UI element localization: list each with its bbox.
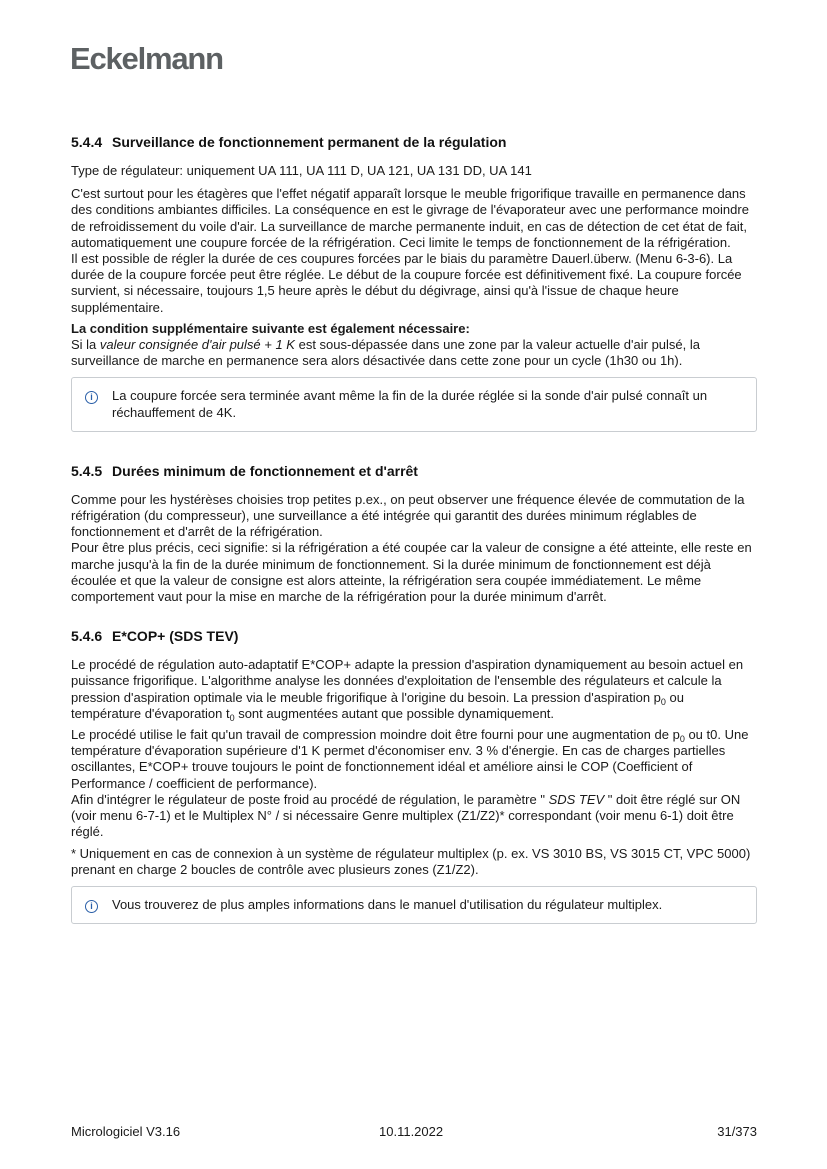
section-title: Durées minimum de fonctionnement et d'arrêt [112,462,418,479]
info-icon: i [85,900,98,913]
note-text: Vous trouverez de plus amples informations dans le manuel d'utilisation du régulateur multiplex. [112,896,663,912]
text: ou t0. Une température d'évaporation supérieure d'1 K permet d'économiser env. 3 % d'énergie. En cas de charges partielles oscillantes, E*COP+ trouve toujours le point de fonctionnement idéal et améliore ainsi le COP (Coefficient of Performance / coefficient de performance). [71,727,749,791]
section-heading-5-4-5 [71,462,757,480]
paragraph: Il est possible de régler la durée de ces coupures forcées par le biais du paramètre Dauerl.überw. (Menu 6-3-6). La durée de la coupure forcée peut être réglée. Le début de la coupure forcée est définitivement fixé. La coupure forcée survient, si nécessaire, toujours 1,5 heure après le début du dégivrage, ainsi qu'à l'issue de chaque heure supplémentaire. [71,251,742,315]
subscript: 0 [229,712,235,723]
text: ou température d'évaporation t [71,689,684,721]
note-text: La coupure forcée sera terminée avant même la fin de la durée réglée si la sonde d'air pulsé connaît un réchauffement de 4K. [112,388,708,420]
subscript: 0 [679,734,685,745]
text: Le procédé de régulation auto-adaptatif E*COP+ adapte la pression d'aspiration dynamiquement au besoin actuel en puissance frigorifique. L'algorithme analyse les données d'exploitation de l'ensemble des régulateurs et calcule la pression d'aspiration optimale via le meuble frigorifique à l'origine du besoin. La pression d'aspiration p [71,657,744,705]
text: est sous-dépassée dans une zone par la valeur actuelle d'air pulsé, la surveillance de marche en permanence sera alors désactivée dans cette zone pour un cycle (1h30 ou 1h). [71,337,700,369]
info-icon: i [85,391,98,404]
section-heading-5-4-6 [71,627,757,645]
footer-date: 10.11.2022 [379,1124,444,1139]
section-number: 5.4.4 [71,134,103,150]
footer-firmware: Micrologiciel V3.16 [71,1124,181,1139]
section-number: 5.4.6 [71,628,103,645]
paragraph [71,657,757,722]
section-title: E*COP+ (SDS TEV) [112,628,239,645]
paragraph: C'est surtout pour les étagères que l'effet négatif apparaît lorsque le meuble frigorifique travaille en permanence dans des conditions ambiantes difficiles. La conséquence en est le givrage de l'évaporateur avec une performance moindre de refroidissement du voile d'air. La surveillance de marche permanente induit, en cas de détection de cet état de fait, automatiquement une coupure forcée de la réfrigération. Ceci limite le temps de fonctionnement de la réfrigération. [71,186,749,250]
info-note [71,377,757,431]
paragraph [71,727,757,792]
info-note [71,886,757,924]
paragraph [71,337,757,369]
paragraph: Pour être plus précis, ceci signifie: si la réfrigération a été coupée car la valeur de consigne a été atteinte, elle reste en marche jusqu'à la fin de la durée minimum de fonctionnement. Si la durée minimum de fonctionnement est déjà écoulée et que la valeur de consigne est alors atteinte, la réfrigération sera coupée immédiatement. Le même comportement vaut pour la mise en marche de la réfrigération pour la durée minimum d'arrêt. [71,540,752,605]
footnote: * Uniquement en cas de connexion à un système de régulateur multiplex (p. ex. VS 3010 BS, VS 3015 CT, VPC 5000) prenant en charge 2 boucles de contrôle avec plusieurs zones (Z1/Z2). [71,845,751,877]
text: Le procédé utilise le fait qu'un travail de compression moindre doit être fourni pour une augmentation de p [71,727,680,743]
paragraph: Type de régulateur: uniquement UA 111, UA 111 D, UA 121, UA 131 DD, UA 141 [71,163,532,178]
italic-text: SDS TEV [548,791,605,807]
bold-condition: La condition supplémentaire suivante est également nécessaire: [71,320,470,336]
text: sont augmentées autant que possible dynamiquement. [234,705,555,721]
section-heading-5-4-4 [71,133,757,151]
text: Si la [71,337,100,353]
text: " doit être réglé sur ON (voir menu 6-7-1) et le Multiplex N° / si nécessaire Genre multiplex (Z1/Z2)* correspondant (voir menu 6-1) doit être réglé. [71,791,741,840]
document-content [71,133,757,954]
subscript: 0 [660,696,666,707]
eckelmann-logo: Eckelmann [70,41,223,76]
section-title: Surveillance de fonctionnement permanent de la régulation [112,134,507,150]
section-number: 5.4.5 [71,462,103,479]
paragraph [71,792,757,841]
text: Afin d'intégrer le régulateur de poste froid au procédé de régulation, le paramètre " [71,791,549,807]
paragraph: Comme pour les hystérèses choisies trop petites p.ex., on peut observer une fréquence élevée de commutation de la réfrigération (du compresseur), une surveillance a été intégrée qui garantit des durées minimum réglables de fonctionnement et d'arrêt de la réfrigération. [71,491,745,540]
italic-text: valeur consignée d'air pulsé + 1 K [99,337,295,353]
footer-page-number: 31/373 [717,1124,757,1139]
